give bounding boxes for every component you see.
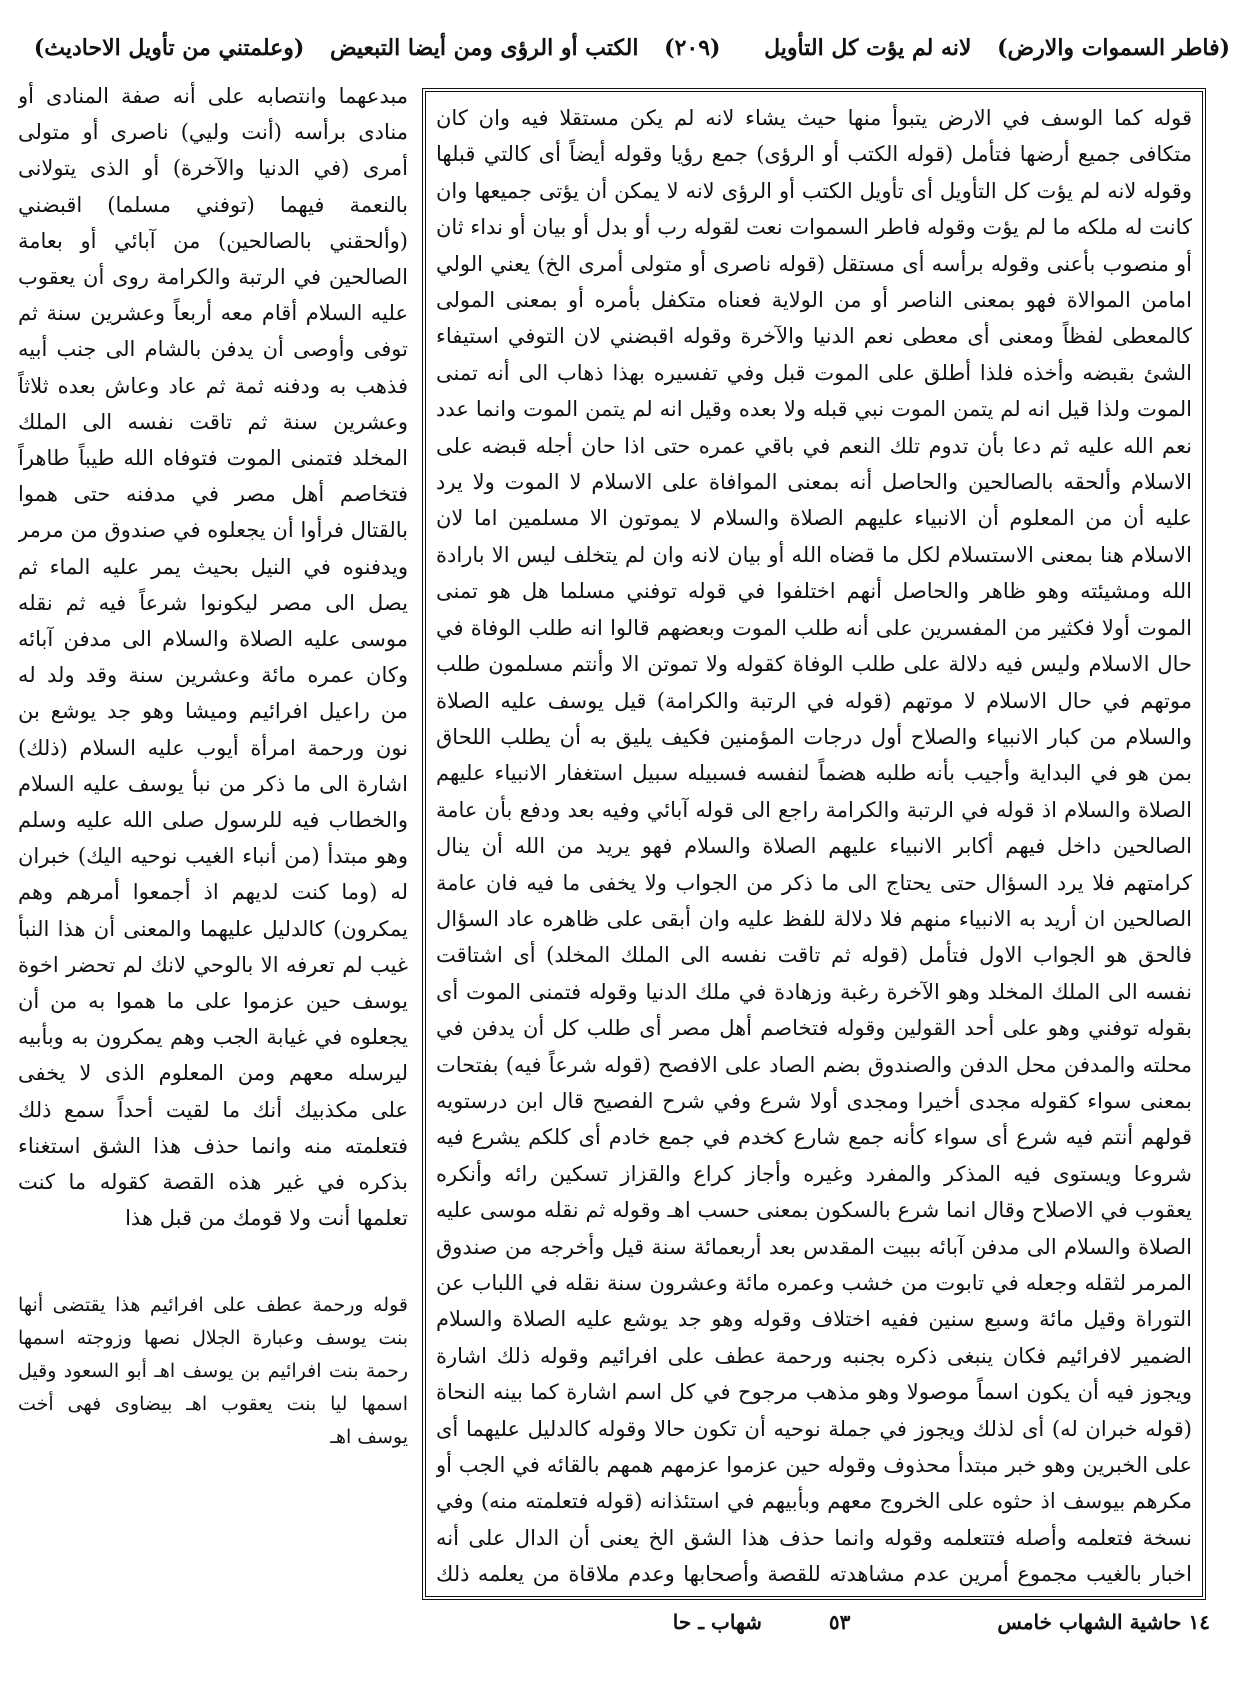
main-text-body bbox=[436, 100, 1192, 1588]
margin-lower-text: قوله ورحمة عطف على افرائيم هذا يقتضى أنها بنت يوسف وعبارة الجلال نصها وزوجته اسمها رحمة بنت افرائيم بن يوسف اهـ أبو السعود وقيل اسمها ليا بنت يعقوب اهـ بيضاوى فهى أخت يوسف اهـ bbox=[18, 1293, 408, 1448]
footer-book-ref: ١٤ حاشية الشهاب خامس bbox=[997, 1610, 1210, 1634]
header-right: لانه لم يؤت كل التأويل bbox=[764, 35, 972, 61]
margin-upper-text: مبدعهما وانتصابه على أنه صفة المنادى أو منادى برأسه (أنت وليي) ناصرى أو متولى أمرى (في الدنيا والآخرة) أو الذى يتولانى بالنعمة فيهما (توفني مسلما) اقبضني (وألحقني بالصالحين) من آبائي أو بعامة الصالحين في الرتبة والكرامة روى أن يعقوب عليه السلام أقام معه أربعاً وعشرين سنة ثم توفى وأوصى أن يدفن بالشام الى جنب أبيه فذهب به ودفنه ثمة ثم عاد وعاش بعده ثلاثاً وعشرين سنة ثم تاقت نفسه الى الملك المخلد فتمنى الموت فتوفاه الله طيباً طاهراً فتخاصم أهل مصر في مدفنه حتى هموا بالقتال فرأوا أن يجعلوه في صندوق من مرمر ويدفنوه في النيل بحيث يمر عليه الماء ثم يصل الى مصر ليكونوا شرعاً فيه ثم نقله موسى عليه الصلاة والسلام الى مدفن آبائه وكان عمره مائة وعشرين سنة وقد ولد له من راعيل افرائيم وميشا وهو جد يوشع بن نون ورحمة امرأة أيوب عليه السلام (ذلك) اشارة الى ما ذكر من نبأ يوسف عليه السلام والخطاب فيه للرسول صلى الله عليه وسلم وهو مبتدأ (من أنباء الغيب نوحيه اليك) خبران له (وما كنت لديهم اذ أجمعوا أمرهم وهم يمكرون) كالدليل عليهما والمعنى أن هذا النبأ غيب لم تعرفه الا بالوحي لانك لم تحضر اخوة يوسف حين عزموا على ما هموا به من أن يجعلوه في غيابة الجب وهم يمكرون به وبأبيه ليرسله معهم ومن المعلوم الذى لا يخفى على مكذبيك أنك ما لقيت أحداً سمع ذلك فتعلمته منه وانما حذف هذا الشق استغناء بذكره في غير هذه القصة كقوله ما كنت تعلمها أنت ولا قومك من قبل هذا bbox=[18, 84, 408, 1231]
header-center: الكتب أو الرؤى ومن أيضا التبعيض bbox=[329, 35, 639, 61]
page-header bbox=[30, 28, 1230, 68]
main-text-frame bbox=[422, 88, 1206, 1600]
margin-lower-block bbox=[18, 1289, 408, 1454]
footer-signature-mark: شهاب ـ حا bbox=[672, 1610, 762, 1634]
footer-signature-number: ٥٣ bbox=[828, 1610, 851, 1634]
header-page-number: (٢٠٩) bbox=[664, 35, 721, 61]
header-far-right: (فاطر السموات والارض) bbox=[997, 35, 1230, 61]
main-paragraph: قوله كما الوسف في الارض يتبوأ منها حيث يشاء لانه لم يكن مستقلا فيه وان كان متكافى جميع أرضها فتأمل (قوله الكتب أو الرؤى) جمع رؤيا وقوله أيضاً أى كالتي قبلها وقوله لانه لم يؤت كل التأويل أى تأويل الكتب أو الرؤى لانه لا يمكن أن يؤتى جميعها وان كانت له ملكه ما لم يؤت وقوله فاطر السموات نعت لقوله رب أو بدل أو بيان أو نداء ثان أو منصوب بأعنى وقوله برأسه أى مستقل (قوله ناصرى أو متولى أمرى الخ) يعني الولي امامن الموالاة فهو بمعنى الناصر أو من الولاية فعناه متكفل بأمره أو بمعنى المولى كالمعطى لفظاً ومعنى أى معطى نعم الدنيا والآخرة وقوله اقبضني لان التوفي استيفاء الشئ بقبضه وأخذه فلذا أطلق على الموت قبل وفي تفسيره بهذا ذهاب الى أنه تمنى الموت ولذا قيل انه لم يتمن الموت نبي قبله ولا بعده وقيل انه لم يتمن الموت وانما عدد نعم الله عليه ثم دعا بأن تدوم تلك النعم في باقي عمره حتى اذا حان أجله قبضه على الاسلام وألحقه بالصالحين والحاصل أنه بمعنى الموافاة على الاسلام لا الموت ولا يرد عليه أن من المعلوم أن الانبياء عليهم الصلاة والسلام لا يموتون الا مسلمين اما لان الاسلام هنا بمعنى الاستسلام لكل ما قضاه الله أو بيان لانه وان لم يتخلف ليس الا بارادة الله ومشيئته وهو ظاهر والحاصل أنهم اختلفوا في قوله توفني مسلما هل هو تمنى الموت أولا فكثير من المفسرين على أنه طلب الموت وبعضهم قالوا انه طلب الوفاة في حال الاسلام وليس فيه دلالة على طلب الوفاة كقوله ولا تموتن الا وأنتم مسلمون طلب موتهم في حال الاسلام لا موتهم (قوله في الرتبة والكرامة) قيل يوسف عليه الصلاة والسلام من كبار الانبياء والصلاح أول درجات المؤمنين فكيف يليق به أن يطلب اللحاق بمن هو في البداية وأجيب بأنه طلبه هضماً لنفسه فسبيله سبيل استغفار الانبياء عليهم الصلاة والسلام اذ قوله في الرتبة والكرامة راجع الى قوله آبائي وفيه بعد ودفع بأن عامة الصالحين داخل فيهم أكابر الانبياء عليهم الصلاة والسلام فهو يريد من الله أن ينال كرامتهم فلا يرد السؤال حتى يحتاج الى ما ذكر من الجواب ولا يخفى ما فيه فان عامة الصالحين ان أريد به الانبياء منهم فلا دلالة للفظ عليه وان أبقى على ظاهره عاد السؤال فالحق هو الجواب الاول فتأمل (قوله ثم تاقت نفسه الى الملك المخلد) أى اشتاقت نفسه الى الملك المخلد وهو الآخرة رغبة وزهادة في ملك الدنيا وقوله فتمنى الموت أى بقوله توفني وهو على أحد القولين وقوله فتخاصم أهل مصر أى طلب كل أن يدفن في محلته والمدفن محل الدفن والصندوق بضم الصاد على الافصح (قوله شرعاً فيه) بفتحات بمعنى سواء كقوله مجدى أخيرا ومجدى أولا شرع وفي شرح الفصيح قال ابن درستويه قولهم أنتم فيه شرع أى سواء كأنه جمع شارع كخدم في جمع خادم أى كلكم يشرع فيه شروعا ويستوى فيه المذكر والمفرد وغيره وأجاز كراع والقزاز تسكين رائه وأنكره يعقوب في الاصلاح وقال انما شرع بالسكون بمعنى حسب اهـ وقوله ثم نقله موسى عليه الصلاة والسلام الى مدفن آبائه ببيت المقدس بعد أربعمائة سنة قيل وأخرجه من صندوق المرمر لثقله وجعله في تابوت من خشب وعمره مائة وعشرون سنة نقله في اللباب عن التوراة وقيل مائة وسبع سنين ففيه اختلاف وقوله وهو جد يوشع عليه الصلاة والسلام الضمير لافرائيم فكان ينبغى ذكره بجنبه ورحمة عطف على افرائيم وقوله ذلك اشارة ويجوز فيه أن يكون اسماً موصولا وهو مذهب مرجوح في كل اسم اشارة كما بينه النحاة (قوله خبران له) أى لذلك ويجوز في جملة نوحيه أن تكون حالا وقوله كالدليل عليهما أى على الخبرين وهو خبر مبتدأ محذوف وقوله حين عزموا عزمهم همهم بالقائه في الجب أو مكرهم بيوسف اذ حثوه على الخروج معهم وبأبيهم في استئذانه (قوله فتعلمته منه) وفي نسخة فتعلمه وأصله فتتعلمه وقوله وانما حذف هذا الشق الخ يعنى أن الدال على أنه اخبار بالغيب مجموع أمرين عدم مشاهدته للقصة وأصحابها وعدم ملاقاة من يعلمه ذلك bbox=[436, 106, 1192, 1587]
header-left: (وعلمتني من تأويل الاحاديث) bbox=[33, 35, 305, 61]
margin-upper-block bbox=[18, 78, 408, 1237]
marginal-commentary bbox=[18, 78, 408, 1598]
page-footer bbox=[30, 1605, 1210, 1639]
